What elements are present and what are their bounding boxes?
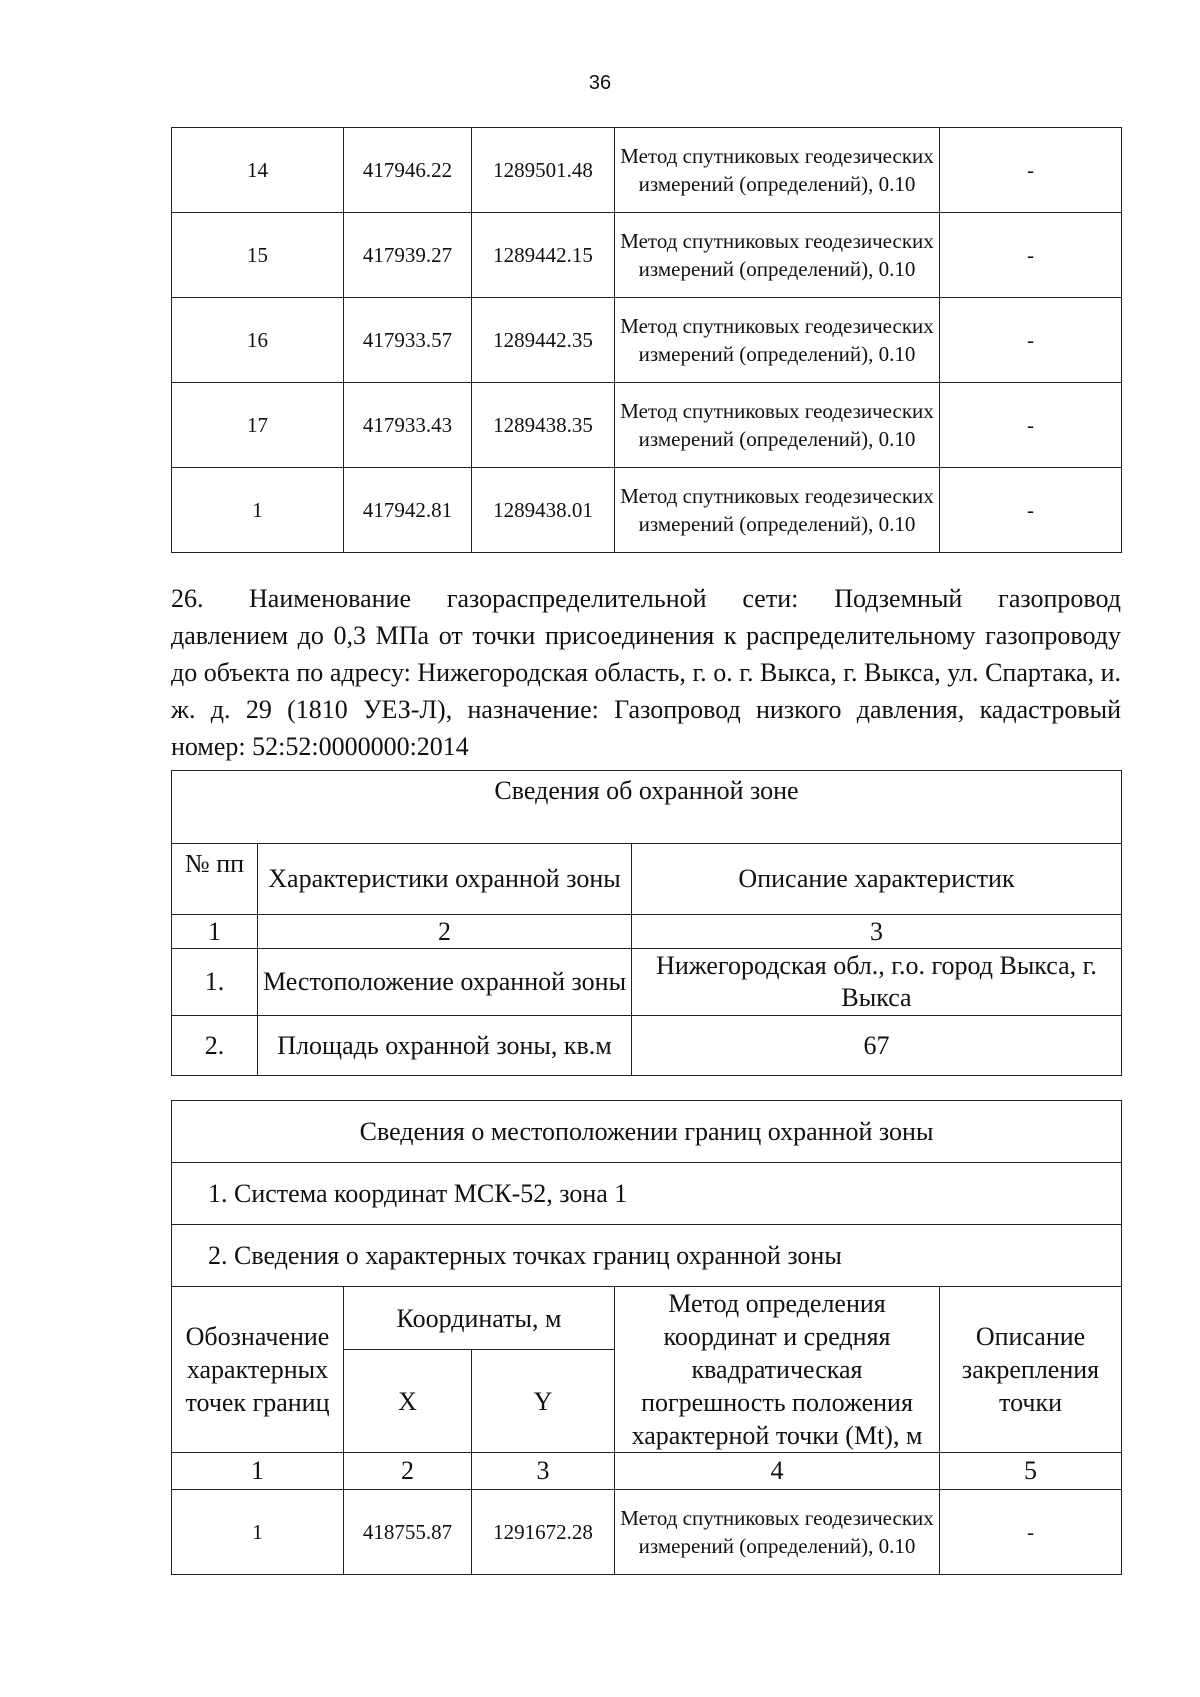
header-cell: № пп [172,844,258,915]
value-cell: 67 [632,1016,1122,1076]
point-cell: 14 [172,128,344,213]
index-cell: 3 [472,1453,615,1490]
index-cell: 1 [172,915,258,949]
coordinates-table-continued [171,127,1122,553]
network-description-paragraph [171,580,1121,765]
method-cell: Метод спутниковых геодезических измерений (определений), 0.10 [615,468,940,553]
index-cell: 5 [940,1453,1122,1490]
paragraph-text: Наименование газораспределительной сети: Подземный газопровод давлением до 0,3 МПа от точки присоединения к распределительному газопроводу до объекта по адресу: Нижегородская область, г. о. г. Выкса, г. Выкса, ул. Спартака, и. ж. д. 29 (1810 УЕЗ-Л), назначение: Газопровод низкого давления, кадастровый номер: 52:52:0000000:2014 [171,584,1121,761]
description-cell: - [940,383,1122,468]
x-cell: 417946.22 [344,128,472,213]
coordinate-system-row: 1. Система координат МСК-52, зона 1 [172,1163,1122,1225]
method-cell: Метод спутниковых геодезических измерений (определений), 0.10 [615,128,940,213]
method-cell: Метод спутниковых геодезических измерений (определений), 0.10 [615,1490,940,1575]
y-cell: 1289438.01 [472,468,615,553]
header-method: Метод определения координат и средняя квадратическая погрешность положения характерной точки (Mt), м [615,1287,940,1453]
header-description: Описание закрепления точки [940,1287,1122,1453]
point-cell: 1 [172,468,344,553]
index-cell: 1 [172,1453,344,1490]
description-cell: - [940,213,1122,298]
boundary-location-table [171,1100,1122,1575]
index-cell: 4 [615,1453,940,1490]
index-cell: 2 [258,915,632,949]
index-cell: 3 [632,915,1122,949]
table-row [172,128,1122,213]
x-cell: 417939.27 [344,213,472,298]
table-row [172,298,1122,383]
table-title: Сведения о местоположении границ охранной зоны [172,1101,1122,1163]
table-row [172,949,1122,1016]
method-cell: Метод спутниковых геодезических измерений (определений), 0.10 [615,213,940,298]
header-x: X [344,1350,472,1453]
x-cell: 417933.43 [344,383,472,468]
header-point: Обозначение характерных точек границ [172,1287,344,1453]
value-cell: Нижегородская обл., г.о. город Выкса, г. Выкса [632,949,1122,1016]
x-cell: 417933.57 [344,298,472,383]
table-row [172,1016,1122,1076]
point-cell: 16 [172,298,344,383]
y-cell: 1289442.15 [472,213,615,298]
row-number-cell: 2. [172,1016,258,1076]
index-cell: 2 [344,1453,472,1490]
point-cell: 17 [172,383,344,468]
row-number-cell: 1. [172,949,258,1016]
description-cell: - [940,1490,1122,1575]
description-cell: - [940,298,1122,383]
characteristic-cell: Площадь охранной зоны, кв.м [258,1016,632,1076]
characteristic-cell: Местоположение охранной зоны [258,949,632,1016]
x-cell: 417942.81 [344,468,472,553]
points-section-title: 2. Сведения о характерных точках границ охранной зоны [172,1225,1122,1287]
description-cell: - [940,468,1122,553]
header-cell: Описание характеристик [632,844,1122,915]
y-cell: 1289442.35 [472,298,615,383]
page-number: 36 [588,72,612,94]
method-cell: Метод спутниковых геодезических измерений (определений), 0.10 [615,383,940,468]
header-y: Y [472,1350,615,1453]
table-title: Сведения об охранной зоне [172,771,1122,844]
point-cell: 15 [172,213,344,298]
paragraph-number: 26. [171,584,204,613]
method-cell: Метод спутниковых геодезических измерений (определений), 0.10 [615,298,940,383]
table-row [172,468,1122,553]
table-row [172,213,1122,298]
y-cell: 1289438.35 [472,383,615,468]
x-cell: 418755.87 [344,1490,472,1575]
description-cell: - [940,128,1122,213]
y-cell: 1291672.28 [472,1490,615,1575]
table-row [172,1490,1122,1575]
header-coordinates: Координаты, м [344,1287,615,1350]
point-cell: 1 [172,1490,344,1575]
protected-zone-info-table [171,770,1122,1076]
table-row [172,383,1122,468]
y-cell: 1289501.48 [472,128,615,213]
header-cell: Характеристики охранной зоны [258,844,632,915]
